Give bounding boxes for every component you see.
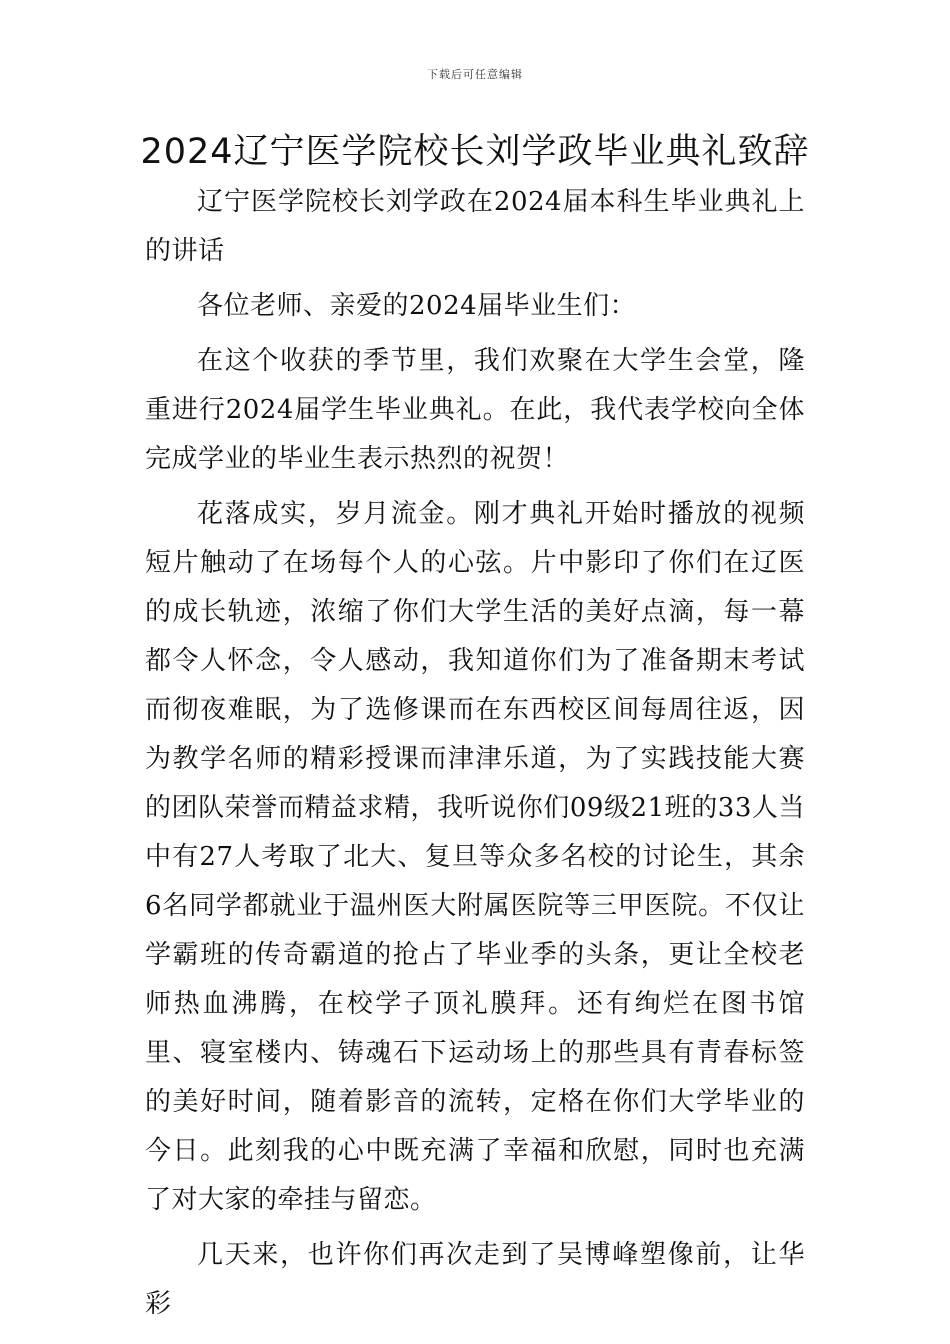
header-note: 下载后可任意编辑 (427, 68, 523, 81)
document-body (145, 178, 805, 1335)
document-title: 2024辽宁医学院校长刘学政毕业典礼致辞 (140, 132, 810, 172)
salutation-paragraph: 各位老师、亲爱的2024届毕业生们： (197, 291, 637, 321)
body-paragraph: 在这个收获的季节里，我们欢聚在大学生会堂，隆重进行2024届学生毕业典礼。在此，我代表学校向全体完成学业的毕业生表示热烈的祝贺！ (145, 346, 805, 474)
body-paragraph: 几天来，也许你们再次走到了吴博峰塑像前，让华彩 (145, 1240, 805, 1319)
body-paragraph: 花落成实，岁月流金。刚才典礼开始时播放的视频短片触动了在场每个人的心弦。片中影印了你们在辽医的成长轨迹，浓缩了你们大学生活的美好点滴，每一幕都令人怀念，令人感动，我知道你们为了准备期末考试而彻夜难眠，为了选修课而在东西校区间每周往返，因为教学名师的精彩授课而津津乐道，为了实践技能大赛的团队荣誉而精益求精，我听说你们09级21班的33人当中有27人考取了北大、复旦等众多名校的讨论生，其余6名同学都就业于温州医大附属医院等三甲医院。不仅让学霸班的传奇霸道的抢占了毕业季的头条，更让全校老师热血沸腾，在校学子顶礼膜拜。还有绚烂在图书馆里、寝室楼内、铸魂石下运动场上的那些具有青春标签的美好时间，随着影音的流转，定格在你们大学毕业的今日。此刻我的心中既充满了幸福和欣慰，同时也充满了对大家的牵挂与留恋。 (145, 499, 805, 1215)
intro-paragraph: 辽宁医学院校长刘学政在2024届本科生毕业典礼上的讲话 (145, 187, 805, 266)
